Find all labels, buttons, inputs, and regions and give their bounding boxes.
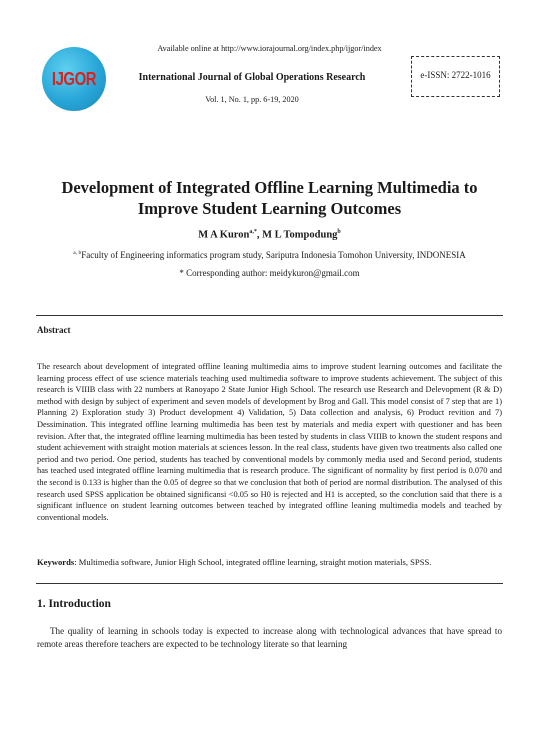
keywords-label: Keywords xyxy=(37,557,75,567)
abstract-heading: Abstract xyxy=(37,325,71,335)
author-list xyxy=(0,229,539,241)
abstract-body: The research about development of integrated offline leaning multimedia aims to improve student learning outcomes and facilitate the learning process effect of use science materials teaching used multimedia software to improve students achievement. The subject of this research is VIIIB class with 22 numbers at Ranoyapo 2 State Junior High School. The research use Research and Delevopment (R & D) method with design by subject of experiment and seven models of development by Brog and Gall. This model consist of 7 step that are 1) Planning 2) Exploration study 3) Product development 4) Validation, 5) Data collection and analysis, 6) Product revition and 7) Dessimination. This integrated offline learning multimedia has been test by materials and media expert with questioner and has been revision. After that, the integrated offline learning multimedia has been tested by students in class VIIIB to known the student respons and student achievement with straight motion materials at sciences lesson. In the real class, students have given two treatments also called one period and two period. One period, students has teached by conventional models by commonly media used and Second period, students has teached used integrated offline learning multimedia that is research produce. The significant of normality by first period is 0.070 and the second is 0.133 is higher than the 0.05 of degree so that we conclusion that both of period are normal distribution. The analysed of this research used SPSS application be obtained significansi <0.05 so H0 is rejected and H1 is accepted, so the conclution said that there is a significant influence on student learning outcomes between teached by integrated offline leaning multimedia models and teached by conventional models. xyxy=(37,362,502,522)
eissn-box xyxy=(411,56,500,97)
author-marks: b xyxy=(337,229,341,235)
author-marks: a,* xyxy=(249,229,257,235)
journal-name: International Journal of Global Operations Research xyxy=(138,72,366,83)
volume-info: Vol. 1, No. 1, pp. 6-19, 2020 xyxy=(205,95,299,104)
divider-top xyxy=(36,315,503,316)
eissn-text: e-ISSN: 2722-1016 xyxy=(420,70,491,80)
author-name: M A Kuron xyxy=(198,229,250,241)
availability-line[interactable]: Available online at http://www.iorajournal.org/index.php/ijgor/index xyxy=(157,44,382,53)
author-separator: , xyxy=(256,229,263,241)
author-name: M L Tompodung xyxy=(262,229,338,241)
journal-logo xyxy=(42,47,106,111)
keywords xyxy=(37,557,502,567)
affiliation-text: Faculty of Engineering informatics program study, Sariputra Indonesia Tomohon University, INDONESIA xyxy=(81,250,466,260)
keywords-text: : Multimedia software, Junior High School, integrated offline learning, straight motion materials, SPSS. xyxy=(74,557,432,567)
journal-logo-text: IJGOR xyxy=(51,68,97,90)
paper-title: Development of Integrated Offline Learning Multimedia to Improve Student Learning Outcomes xyxy=(61,178,478,218)
affiliation-marks: a, b xyxy=(73,250,82,256)
corresponding-author: * Corresponding author: meidykuron@gmail.com xyxy=(179,268,360,278)
introduction-text: The quality of learning in schools today is expected to increase along with technological advances that have spread to remote areas therefore teachers are expected to be technology literate so that learning xyxy=(37,626,502,649)
affiliation xyxy=(20,250,519,260)
divider-bottom xyxy=(36,583,503,584)
section-heading-introduction: 1. Introduction xyxy=(37,598,111,610)
